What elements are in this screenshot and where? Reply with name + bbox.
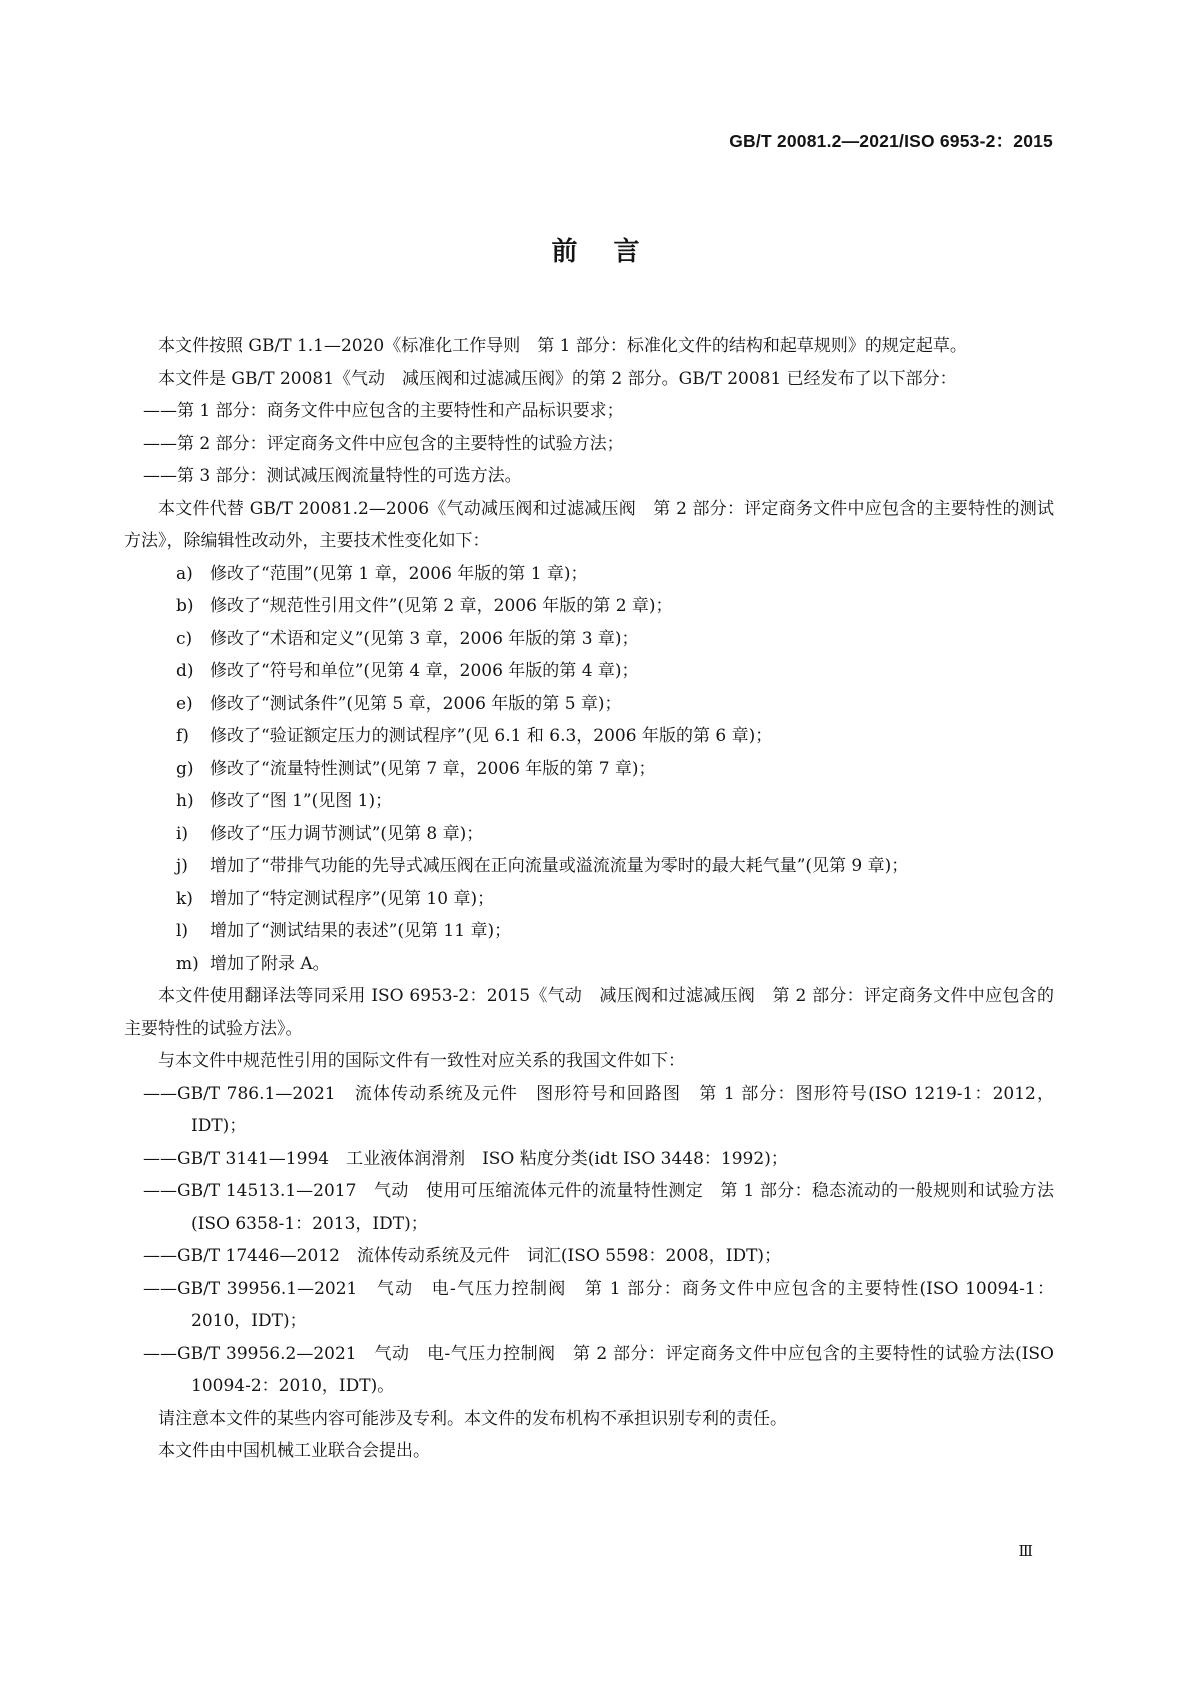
change-text: 增加了附录 A。 [210,953,330,974]
change-label: h) [176,791,194,811]
change-list-item [124,753,1054,786]
change-label: f) [176,726,189,746]
change-label: d) [176,661,194,681]
change-list-item [124,688,1054,721]
change-text: 修改了“术语和定义”(见第 3 章，2006 年版的第 3 章)； [210,628,639,649]
change-label: i) [176,823,189,844]
reference-list-item: ——GB/T 3141—1994 工业液体润滑剂 ISO 粘度分类(idt ISO 3448：1992)； [143,1148,788,1169]
change-text: 增加了“特定测试程序”(见第 10 章)； [210,888,495,909]
paragraph-adoption: 本文件使用翻译法等同采用 ISO 6953-2：2015《气动 减压阀和过滤减压阀 第 2 部分：评定商务文件中应包含的主要特性的试验方法》。 [124,986,1054,1039]
reference-list-item: ——GB/T 17446—2012 流体传动系统及元件 词汇(ISO 5598：2008，IDT)； [143,1246,782,1266]
reference-list-item: ——GB/T 786.1—2021 流体传动系统及元件 图形符号和回路图 第 1 部分：图形符号(ISO 1219-1：2012，IDT)； [143,1083,1054,1136]
change-list-item [124,915,1054,948]
change-list-item [124,948,1054,981]
change-label: k) [176,888,193,909]
paragraph-replacement: 本文件代替 GB/T 20081.2—2006《气动减压阀和过滤减压阀 第 2 部分：评定商务文件中应包含的主要特性的测试方法》，除编辑性改动外，主要技术性变化如下： [124,498,1054,551]
paragraph-series-info: 本文件是 GB/T 20081《气动 减压阀和过滤减压阀》的第 2 部分。GB/T 20081 已经发布了以下部分： [158,368,957,389]
change-label: j) [176,856,188,876]
change-text: 增加了“带排气功能的先导式减压阀在正向流量或溢流流量为零时的最大耗气量”(见第 9 章)； [210,856,909,876]
part-list-item: ——第 1 部分：商务文件中应包含的主要特性和产品标识要求； [143,401,624,421]
change-label: a) [176,563,193,584]
paragraph-proposer: 本文件由中国机械工业联合会提出。 [158,1441,430,1461]
change-list-item [124,590,1054,623]
foreword-body [124,330,1054,1468]
change-list-item [124,818,1054,851]
change-text: 增加了“测试结果的表述”(见第 11 章)； [210,921,512,941]
change-list-item [124,785,1054,818]
change-list-item [124,655,1054,688]
change-text: 修改了“压力调节测试”(见第 8 章)； [210,823,484,844]
reference-list-item: ——GB/T 39956.1—2021 气动 电-气压力控制阀 第 1 部分：商务文件中应包含的主要特性(ISO 10094-1：2010，IDT)； [143,1278,1054,1331]
change-label: b) [176,596,194,616]
change-label: m) [176,953,199,974]
change-list-item [124,850,1054,883]
change-text: 修改了“符号和单位”(见第 4 章，2006 年版的第 4 章)； [210,661,639,681]
standard-id-header: GB/T 20081.2—2021/ISO 6953-2：2015 [729,131,1053,151]
change-text: 修改了“范围”(见第 1 章，2006 年版的第 1 章)； [210,563,588,584]
reference-list-item: ——GB/T 39956.2—2021 气动 电-气压力控制阀 第 2 部分：评定商务文件中应包含的主要特性的试验方法(ISO 10094-2：2010，IDT)。 [143,1343,1054,1396]
change-text: 修改了“测试条件”(见第 5 章，2006 年版的第 5 章)； [210,693,622,714]
paragraph-drafting-rules: 本文件按照 GB/T 1.1—2020《标准化工作导则 第 1 部分：标准化文件的结构和起草规则》的规定起草。 [158,336,967,356]
change-list-item [124,720,1054,753]
change-list-item [124,883,1054,916]
change-text: 修改了“验证额定压力的测试程序”(见 6.1 和 6.3，2006 年版的第 6 章)； [210,726,773,746]
reference-list-item: ——GB/T 14513.1—2017 气动 使用可压缩流体元件的流量特性测定 第 1 部分：稳态流动的一般规则和试验方法(ISO 6358-1：2013，IDT)； [143,1181,1054,1234]
page-title: 前言 [551,237,676,267]
change-label: c) [176,628,193,649]
change-text: 修改了“规范性引用文件”(见第 2 章，2006 年版的第 2 章)； [210,596,673,616]
change-list-item [124,623,1054,656]
change-label: l) [176,921,189,941]
change-label: g) [176,758,194,779]
part-list-item: ——第 3 部分：测试减压阀流量特性的可选方法。 [143,466,522,486]
change-list-item [124,558,1054,591]
page-number: Ⅲ [1018,1542,1033,1560]
paragraph-patent-notice: 请注意本文件的某些内容可能涉及专利。本文件的发布机构不承担识别专利的责任。 [158,1408,787,1429]
change-label: e) [176,693,193,714]
change-text: 修改了“流量特性测试”(见第 7 章，2006 年版的第 7 章)； [210,758,656,779]
paragraph-correspondence: 与本文件中规范性引用的国际文件有一致性对应关系的我国文件如下： [158,1051,685,1071]
part-list-item: ——第 2 部分：评定商务文件中应包含的主要特性的试验方法； [143,433,624,454]
change-text: 修改了“图 1”(见图 1)； [210,791,393,811]
